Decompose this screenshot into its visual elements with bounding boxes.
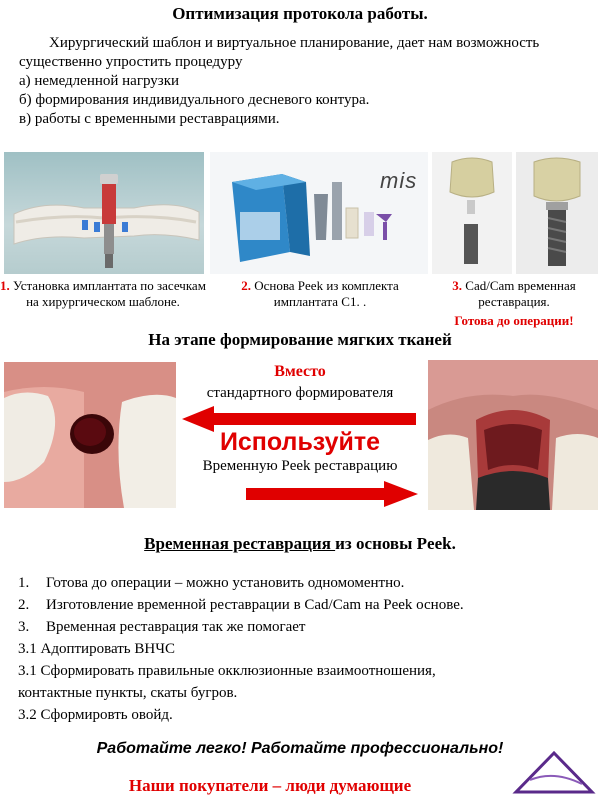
list-item: контактные пункты, скаты бугров. (18, 685, 238, 701)
intro-item: а) немедленной нагрузки (19, 73, 180, 89)
intro-paragraph: Хирургический шаблон и виртуальное планирование, дает нам возможность существенно упростить процедуру (19, 35, 540, 70)
intro-item: б) формирования индивидуального десневого контура. (19, 92, 370, 108)
gingiva-image (4, 362, 176, 508)
slogan: Работайте легко! Работайте профессионально! (96, 740, 504, 757)
soft-tissue-heading: На этапе формирование мягких тканей (148, 330, 452, 349)
page-title: Оптимизация протокола работы. (172, 4, 428, 23)
footer-text: Наши покупатели – люди думающие (128, 776, 412, 795)
list-item: 2. Изготовление временной реставрации в Cad/Cam на Peek основе. (18, 597, 464, 613)
standard-former-text: стандартного формирователя (206, 385, 394, 401)
instead-label: Вместо (274, 363, 326, 380)
temporary-peek-text: Временную Peek реставрацию (202, 458, 398, 474)
step-1-caption: 1. Установка имплантата по засечкам на хирургическом шаблоне. (0, 278, 206, 309)
crown-image-2 (516, 152, 598, 274)
peek-restoration-photo (428, 360, 598, 510)
intro-item: в) работы с временными реставрациями. (19, 111, 280, 127)
peek-kit-photo (210, 152, 428, 274)
right-arrow-icon (244, 480, 420, 508)
gingiva-photo (4, 362, 176, 508)
surgical-template-image (4, 152, 204, 274)
list-item: 1. Готова до операции – можно установить одномоментно. (18, 575, 405, 591)
list-item: 3. Временная реставрация так же помогает (18, 619, 306, 635)
list-item: 3.1 Адоптировать ВНЧС (18, 641, 175, 657)
surgical-template-photo (4, 152, 204, 274)
step-2-caption: 2. Основа Peek из комплекта имплантата С1. . (241, 278, 399, 309)
benefits-list (18, 572, 588, 726)
intro (19, 34, 589, 129)
mis-logo: mis (380, 168, 418, 193)
ready-badge: Готова до операции! (454, 313, 574, 328)
peek-section-heading: Временная реставрация из основы Peek. (144, 534, 456, 553)
crown-image-1 (432, 152, 512, 274)
peek-restoration-image (428, 360, 598, 510)
step-3-caption: 3. Cad/Cam временная реставрация. Готова до операции! (428, 278, 600, 329)
use-label: Используйте (219, 428, 381, 456)
list-item: 3.1 Сформировать правильные окклюзионные взаимоотношения, (18, 663, 436, 679)
crown-photo-2 (516, 152, 598, 274)
list-item: 3.2 Сформировть овойд. (18, 707, 173, 723)
crown-photo-1 (432, 152, 512, 274)
triangle-logo-icon (512, 750, 596, 796)
